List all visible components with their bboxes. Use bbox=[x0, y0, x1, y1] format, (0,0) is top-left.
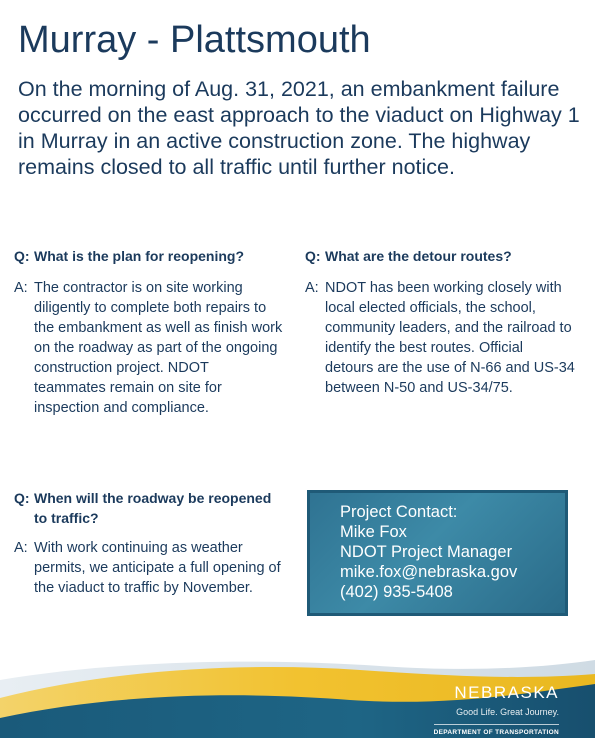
answer-text: The contractor is on site working diligently to complete both repairs to the embankment as well as finish work on the roadway as part of the ongoing construction project. NDOT teammates remain on site for inspection and compliance. bbox=[34, 280, 283, 416]
question-row bbox=[14, 246, 284, 266]
question-row bbox=[305, 246, 575, 266]
answer-text: With work continuing as weather permits, we anticipate a full opening of the viaduct to traffic by November. bbox=[34, 540, 281, 596]
qa-reopening-plan bbox=[14, 246, 284, 418]
question-text: What are the detour routes? bbox=[325, 248, 512, 264]
answer-prefix: A: bbox=[14, 280, 28, 296]
nebraska-dot-logo bbox=[434, 683, 559, 737]
contact-phone[interactable]: (402) 935-5408 bbox=[340, 583, 453, 601]
question-row bbox=[14, 488, 284, 528]
answer-prefix: A: bbox=[305, 280, 319, 296]
question-prefix: Q: bbox=[14, 490, 30, 506]
answer-row bbox=[14, 538, 284, 598]
contact-email[interactable]: mike.fox@nebraska.gov bbox=[340, 563, 518, 581]
contact-heading: Project Contact: bbox=[340, 503, 458, 521]
answer-row bbox=[305, 278, 575, 398]
intro-paragraph: On the morning of Aug. 31, 2021, an embankment failure occurred on the east approach to the viaduct on Highway 1 in Murray in an active construction zone. The highway remains closed to all traffic until further notice. bbox=[18, 77, 580, 179]
question-prefix: Q: bbox=[305, 248, 321, 264]
page-title: Murray - Plattsmouth bbox=[18, 19, 371, 61]
contact-role: NDOT Project Manager bbox=[340, 543, 513, 561]
qa-reopening-date bbox=[14, 488, 284, 598]
answer-prefix: A: bbox=[14, 540, 28, 556]
logo-wordmark: NEBRASKA bbox=[454, 683, 559, 702]
question-prefix: Q: bbox=[14, 248, 30, 264]
logo-department: DEPARTMENT OF TRANSPORTATION bbox=[434, 724, 559, 737]
logo-tagline: Good Life. Great Journey. bbox=[456, 707, 559, 717]
question-text: What is the plan for reopening? bbox=[34, 248, 244, 264]
answer-row bbox=[14, 278, 284, 418]
project-contact-box bbox=[307, 490, 568, 616]
qa-detour-routes bbox=[305, 246, 575, 398]
answer-text: NDOT has been working closely with local elected officials, the school, community leaders, and the railroad to identify the best routes. Official detours are the use of N-66 and US-34 between N-50 and US-34/75. bbox=[325, 280, 575, 396]
contact-name: Mike Fox bbox=[340, 523, 407, 541]
question-text: When will the roadway be reopened to traffic? bbox=[34, 490, 272, 526]
